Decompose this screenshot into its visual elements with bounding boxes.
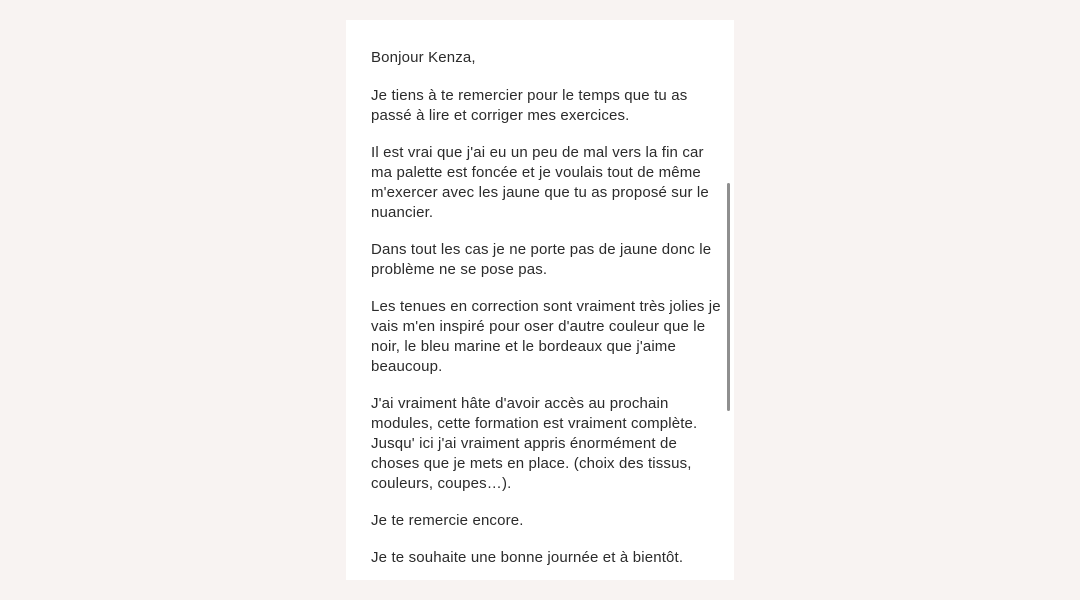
- paragraph-modules: J'ai vraiment hâte d'avoir accès au prochain modules, cette formation est vraiment complète. Jusqu' ici j'ai vraiment appris énormément de choses que je mets en place. (choix des tissus, couleurs, coupes…).: [371, 395, 698, 492]
- paragraph-closing: Je te souhaite une bonne journée et à bientôt.: [371, 549, 684, 566]
- paragraph-palette: Il est vrai que j'ai eu un peu de mal vers la fin car ma palette est foncée et je voulais tout de même m'exercer avec les jaune que tu as proposé sur le nuancier.: [371, 144, 709, 221]
- paragraph-remercie: Je te remercie encore.: [371, 512, 524, 529]
- paragraph-outfits: Les tenues en correction sont vraiment très jolies je vais m'en inspiré pour oser d'autre couleur que le noir, le bleu marine et le bordeaux que j'aime beaucoup.: [371, 298, 721, 375]
- message-card: [346, 20, 734, 580]
- greeting: Bonjour Kenza,: [371, 49, 476, 66]
- scrollbar[interactable]: [727, 183, 730, 411]
- message-body: [371, 48, 723, 568]
- paragraph-thanks: Je tiens à te remercier pour le temps que tu as passé à lire et corriger mes exercices.: [371, 87, 688, 124]
- paragraph-yellow: Dans tout les cas je ne porte pas de jaune donc le problème ne se pose pas.: [371, 241, 712, 278]
